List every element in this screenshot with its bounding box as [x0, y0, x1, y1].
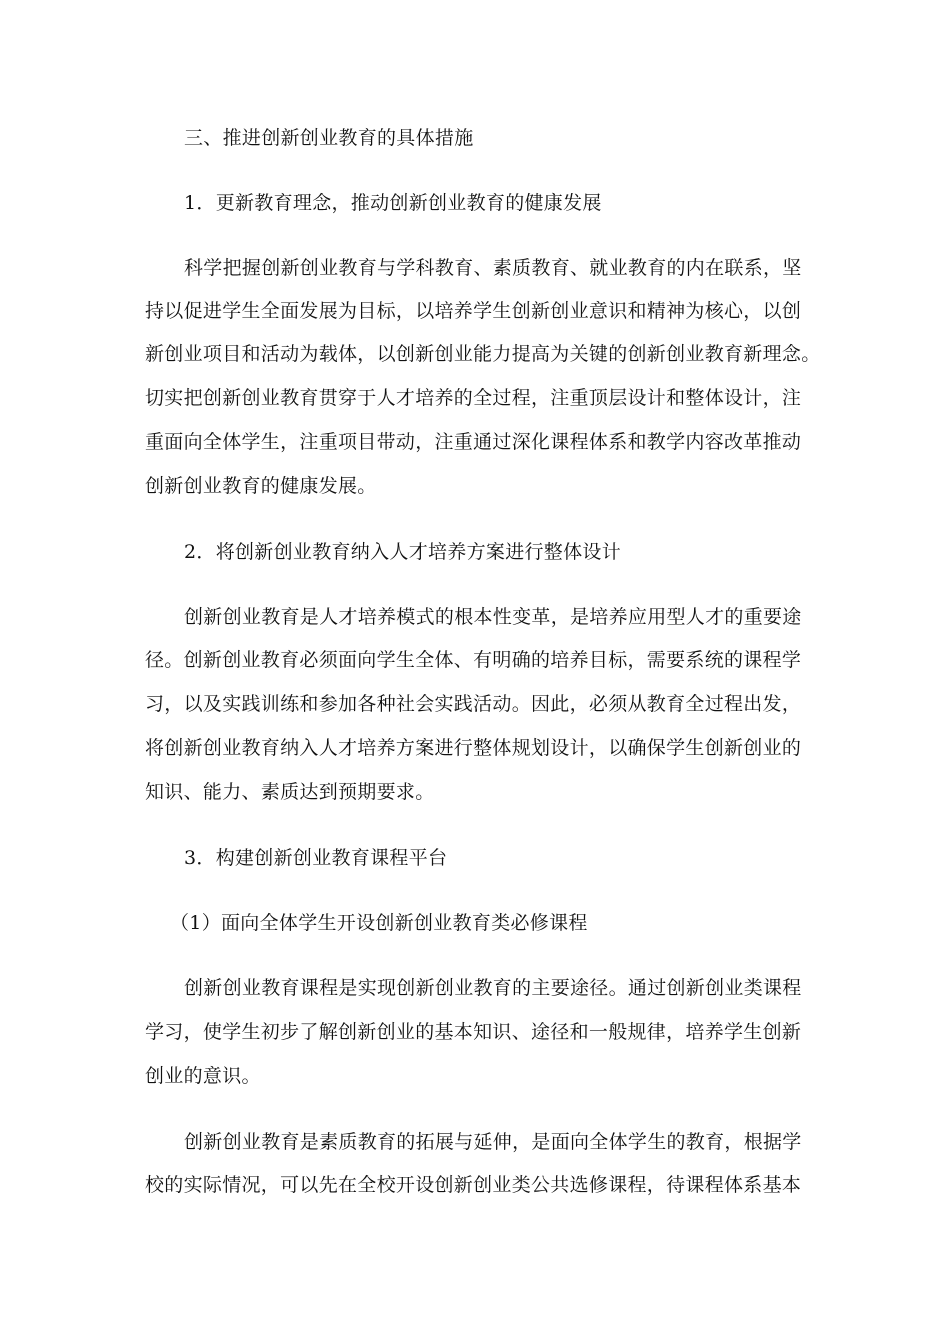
paragraph-line: 创新创业教育课程是实现创新创业教育的主要途径。通过创新创业类课程 — [184, 977, 802, 999]
paragraph-line: 习，以及实践训练和参加各种社会实践活动。因此，必须从教育全过程出发， — [145, 693, 802, 715]
paragraph-line: 创新创业教育是素质教育的拓展与延伸，是面向全体学生的教育，根据学 — [184, 1131, 802, 1153]
item3-title: 3．构建创新创业教育课程平台 — [184, 847, 448, 869]
paragraph-line: 径。创新创业教育必须面向学生全体、有明确的培养目标，需要系统的课程学 — [145, 649, 802, 671]
item3-sub1-title: （1）面向全体学生开设创新创业教育类必修课程 — [170, 912, 588, 934]
section-title: 三、推进创新创业教育的具体措施 — [184, 127, 474, 149]
paragraph-line: 创新创业教育是人才培养模式的根本性变革，是培养应用型人才的重要途 — [184, 606, 802, 628]
paragraph-line: 持以促进学生全面发展为目标，以培养学生创新创业意识和精神为核心，以创 — [145, 300, 802, 322]
paragraph-line: 创业的意识。 — [145, 1065, 261, 1087]
paragraph-line: 科学把握创新创业教育与学科教育、素质教育、就业教育的内在联系，坚 — [184, 257, 802, 279]
item2-title: 2．将创新创业教育纳入人才培养方案进行整体设计 — [184, 541, 621, 563]
paragraph-line: 学习，使学生初步了解创新创业的基本知识、途径和一般规律，培养学生创新 — [145, 1021, 802, 1043]
paragraph-line: 重面向全体学生，注重项目带动，注重通过深化课程体系和教学内容改革推动 — [145, 431, 802, 453]
paragraph-line: 创新创业教育的健康发展。 — [145, 475, 377, 497]
item1-title: 1．更新教育理念，推动创新创业教育的健康发展 — [184, 192, 602, 214]
paragraph-line: 将创新创业教育纳入人才培养方案进行整体规划设计，以确保学生创新创业的 — [145, 737, 802, 759]
paragraph-line: 切实把创新创业教育贯穿于人才培养的全过程，注重顶层设计和整体设计，注 — [145, 387, 802, 409]
paragraph-line: 知识、能力、素质达到预期要求。 — [145, 781, 435, 803]
paragraph-line: 校的实际情况，可以先在全校开设创新创业类公共选修课程，待课程体系基本 — [145, 1174, 802, 1196]
paragraph-line: 新创业项目和活动为载体，以创新创业能力提高为关键的创新创业教育新理念。 — [145, 343, 821, 365]
